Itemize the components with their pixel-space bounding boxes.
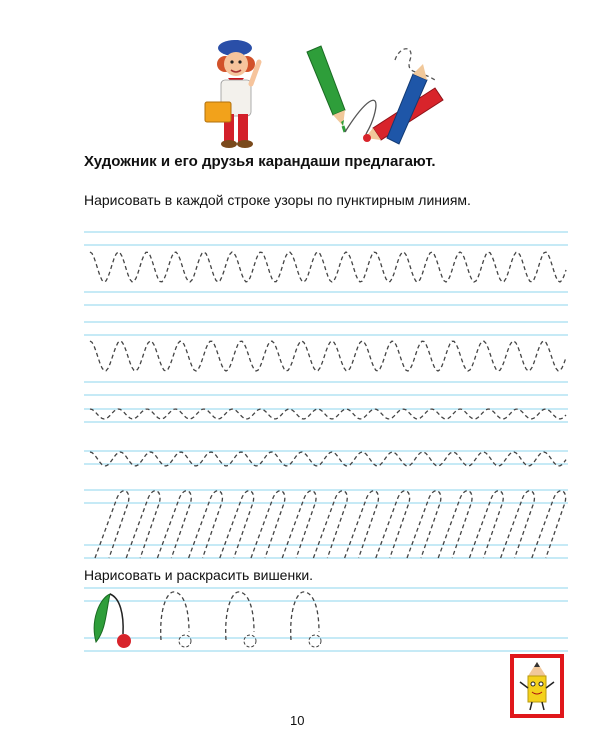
pencil-mascot-badge: [510, 654, 564, 718]
slanted-loop: [469, 491, 503, 558]
green-pencil-icon: [307, 46, 345, 132]
cherry-stem: [110, 594, 123, 634]
cherry-berry-outline: [309, 635, 321, 647]
page-number: 10: [290, 713, 305, 728]
header-illustration: [195, 40, 455, 150]
cherry-berry: [117, 634, 131, 648]
slanted-loop: [126, 491, 160, 558]
slanted-loop: [189, 491, 223, 558]
tall-wave-pattern: [90, 252, 566, 282]
slanted-loop: [376, 491, 410, 558]
small-wave-pattern: [90, 409, 566, 419]
cherry-outline: [226, 592, 254, 640]
tracing-patterns: [90, 252, 566, 648]
cherry-outline: [291, 592, 319, 640]
slanted-loop: [95, 491, 129, 558]
cherry-berry-outline: [179, 635, 191, 647]
slanted-loop: [220, 491, 254, 558]
cherry-berry-outline: [244, 635, 256, 647]
slanted-loop: [157, 491, 191, 558]
painter-boy-icon: [205, 40, 259, 148]
slanted-loop: [345, 491, 379, 558]
slanted-loop: [313, 491, 347, 558]
slanted-loop: [501, 491, 535, 558]
slanted-loop: [438, 491, 472, 558]
ruled-lines: [84, 232, 568, 651]
cherry-outline: [161, 592, 189, 640]
tall-wave-pattern: [90, 341, 566, 371]
instruction-cherries: Нарисовать и раскрасить вишенки.: [84, 567, 314, 583]
page-title: Художник и его друзья карандаши предлагают.: [84, 153, 436, 170]
slanted-loop: [407, 491, 441, 558]
pencil-mascot-icon: [514, 658, 560, 714]
instruction-patterns: Нарисовать в каждой строке узоры по пунктирным линиям.: [84, 192, 471, 208]
slanted-loop: [251, 491, 285, 558]
slanted-loop: [282, 491, 316, 558]
slanted-loop: [532, 491, 566, 558]
